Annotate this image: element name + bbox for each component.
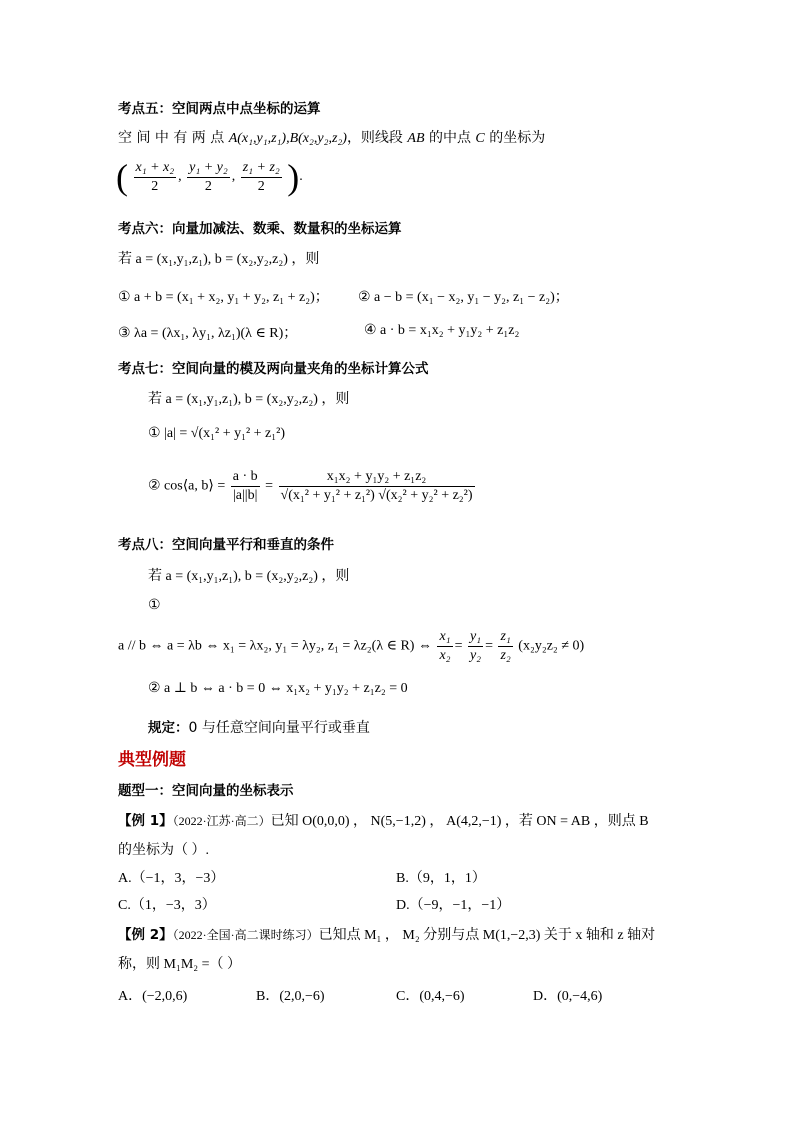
k5-text-c: 的中点 bbox=[428, 130, 471, 146]
k8-perpendicular: ② a ⊥ b ⇔ a · b = 0 ⇔ x₁x₂ + y₁y₂ + z₁z₂ = 0 bbox=[148, 681, 408, 696]
k5-frac3-den: 2 bbox=[257, 178, 265, 194]
k7-cos-formula: ② cos⟨a, b⟩ = $\frac{a \cdot b}{|a||b|}$ = $\frac{\text{x₁x₂ + y₁y₂ + z₁z₂}}{\text{√(x₁² + y₁² + z₁²) √(x₂² + y₂² + z₂²)}}$ bbox=[148, 469, 473, 503]
k8-par-f1-den: x₂ bbox=[439, 648, 451, 663]
k8-par-f2-num: y₁ bbox=[468, 628, 483, 647]
k7-cos-left: ② cos⟨a, b⟩ = bbox=[148, 478, 226, 494]
ex2-stem-2: 称，则 M₁M₂ =（ ） bbox=[118, 957, 242, 972]
ex2-option-c[interactable]: C．(0,4,−6) bbox=[396, 989, 465, 1004]
section-k5-title: 考点五：空间两点中点坐标的运算 bbox=[118, 101, 321, 117]
k5-frac3-num: z₁ + z₂ bbox=[241, 159, 282, 178]
k5-midpoint-formula: ( $\frac{\text{x₁ + x₂}}{2}$ , $\frac{\text{y₁ + y₂}}{2}$ , $\frac{\text{z₁ + z₂}}{2}$ ). bbox=[116, 157, 303, 197]
ex1-option-a[interactable]: A.（−1，3，−3） bbox=[118, 871, 225, 886]
k5-frac1-num: x₁ + x₂ bbox=[134, 159, 177, 178]
ex1-option-c[interactable]: C.（1，−3，3） bbox=[118, 898, 216, 913]
ex1-label: 【例 1】 bbox=[118, 813, 173, 829]
k5-frac2-num: y₁ + y₂ bbox=[187, 159, 230, 178]
k8-par-f1-num: x₁ bbox=[437, 628, 452, 647]
section-k7-title: 考点七：空间向量的模及两向量夹角的坐标计算公式 bbox=[118, 361, 429, 377]
ex1-option-d[interactable]: D.（−9，−1，−1） bbox=[396, 898, 511, 913]
k5-text-a: 空 间 中 有 两 点 bbox=[118, 130, 225, 146]
k7-cos-mid-den: |a||b| bbox=[232, 488, 258, 503]
ex1-stem: 已知 O(0,0,0) ， N(5,−1,2) ， A(4,2,−1) ，若 ON = AB ，则点 B bbox=[270, 814, 649, 829]
ex1-stem-2: 的坐标为（ ）. bbox=[118, 843, 209, 858]
ex1-stem-line bbox=[118, 809, 649, 830]
k8-rule-text: 0 与任意空间向量平行或垂直 bbox=[188, 720, 370, 736]
ex2-option-a[interactable]: A．(−2,0,6) bbox=[118, 989, 188, 1004]
k7-given: 若 a = (x₁,y₁,z₁), b = (x₂,y₂,z₂) ，则 bbox=[148, 392, 350, 407]
k7-cos-mid-num: a · b bbox=[231, 468, 260, 487]
ex2-label: 【例 2】 bbox=[118, 927, 173, 943]
k5-text-d: 的坐标为 bbox=[489, 130, 546, 146]
k8-circle-1: ① bbox=[148, 598, 161, 613]
ex2-stem: 已知点 M₁ ， M₂ 分别与点 M(1,−2,3) 关于 x 轴和 z 轴对 bbox=[318, 928, 656, 943]
k7-cos-den: √(x₁² + y₁² + z₁²) √(x₂² + y₂² + z₂²) bbox=[280, 488, 473, 503]
ex2-stem-line bbox=[118, 923, 655, 944]
k6-rule-2: ② a − b = (x₁ − x₂, y₁ − y₂, z₁ − z₂)； bbox=[358, 290, 569, 305]
k8-given: 若 a = (x₁,y₁,z₁), b = (x₂,y₂,z₂) ，则 bbox=[148, 569, 350, 584]
k5-text-b: ，则线段 bbox=[346, 130, 403, 146]
k6-given: 若 a = (x₁,y₁,z₁), b = (x₂,y₂,z₂) ，则 bbox=[118, 252, 320, 267]
k5-mid: C bbox=[475, 131, 485, 146]
k6-rule-1: ① a + b = (x₁ + x₂, y₁ + y₂, z₁ + z₂)； bbox=[118, 290, 329, 305]
k5-text-line bbox=[118, 127, 545, 147]
section-k8-title: 考点八：空间向量平行和垂直的条件 bbox=[118, 537, 334, 553]
ex2-option-b[interactable]: B．(2,0,−6) bbox=[256, 989, 325, 1004]
section-k6-title: 考点六：向量加减法、数乘、数量积的坐标运算 bbox=[118, 221, 402, 237]
type1-title: 题型一：空间向量的坐标表示 bbox=[118, 783, 294, 799]
k8-parallel-text: a // b ⇔ a = λb ⇔ x₁ = λx₂, y₁ = λy₂, z₁ = λz₂(λ ∈ R) ⇔ bbox=[118, 638, 432, 654]
k8-par-f3-num: z₁ bbox=[498, 628, 512, 647]
k7-cos-num: x₁x₂ + y₁y₂ + z₁z₂ bbox=[279, 468, 475, 487]
k8-par-f3-den: z₂ bbox=[500, 648, 511, 663]
ex2-source: （2022·全国·高二课时练习） bbox=[172, 928, 319, 942]
k5-points: A(x₁,y₁,z₁),B(x₂,y₂,z₂) bbox=[228, 131, 347, 146]
k8-par-tail: (x₂y₂z₂ ≠ 0) bbox=[518, 638, 585, 654]
k5-seg: AB bbox=[407, 131, 425, 146]
k5-frac2-den: 2 bbox=[204, 178, 212, 194]
k6-rule-3: ③ λa = (λx₁, λy₁, λz₁)(λ ∈ R)； bbox=[118, 326, 298, 341]
k8-rule bbox=[148, 716, 370, 737]
examples-title: 典型例题 bbox=[118, 750, 186, 770]
k8-par-f2-den: y₂ bbox=[469, 648, 482, 663]
k5-frac1-den: 2 bbox=[151, 178, 159, 194]
ex1-option-b[interactable]: B.（9，1，1） bbox=[396, 871, 486, 886]
k8-parallel-line: a // b ⇔ a = λb ⇔ x₁ = λx₂, y₁ = λy₂, z₁ = λz₂(λ ∈ R) ⇔ $\frac{\text{x₁}}{\text{x₂}}$ = $\frac{\text{y₁}}{\text{y₂}}$ = $\frac{\text{z₁}}{\text{z₂}}$ (x₂y₂z₂ ≠ 0) bbox=[118, 629, 585, 663]
k7-modulus: ① |a| = √(x₁² + y₁² + z₁²) bbox=[148, 426, 286, 441]
ex1-source: （2022·江苏·高二） bbox=[172, 814, 271, 828]
k8-rule-label: 规定： bbox=[148, 720, 189, 736]
ex2-option-d[interactable]: D．(0,−4,6) bbox=[533, 989, 603, 1004]
k6-rule-4: ④ a · b = x₁x₂ + y₁y₂ + z₁z₂ bbox=[364, 323, 520, 338]
